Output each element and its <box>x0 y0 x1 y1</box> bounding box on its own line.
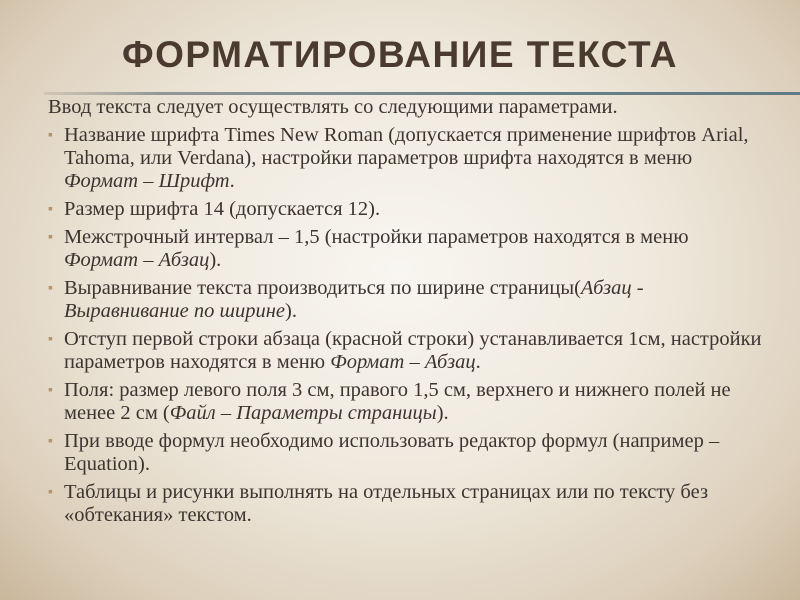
bullet-icon: ▪ <box>48 230 53 245</box>
bullet-icon: ▪ <box>48 485 53 500</box>
item-menu-path: Файл – Параметры страницы <box>169 402 437 424</box>
item-text: Название шрифта Times New Roman (допускается применение шрифтов Arial, Tahoma, или Verdana), настройки параметров шрифта находятся в меню <box>64 124 749 169</box>
item-menu-path: Формат – Абзац <box>330 351 476 373</box>
bullet-icon: ▪ <box>48 434 53 449</box>
list-item <box>48 226 766 272</box>
bullet-icon: ▪ <box>48 202 53 217</box>
item-text-end: . <box>475 351 481 373</box>
item-text: При вводе формул необходимо использовать редактор формул (например – Equation). <box>64 430 720 475</box>
bullet-icon: ▪ <box>48 332 53 347</box>
item-text: Выравнивание текста производиться по ширине страницы( <box>64 277 581 299</box>
item-menu-path: Абзац - Выравнивание по ширине <box>64 277 644 322</box>
bullet-icon: ▪ <box>48 128 53 143</box>
bullet-list <box>48 124 766 527</box>
list-item <box>48 481 766 527</box>
item-text-end: ). <box>285 300 297 322</box>
item-menu-path: Формат – Шрифт <box>64 170 230 192</box>
item-text: Межстрочный интервал – 1,5 (настройки параметров находятся в меню <box>64 226 689 248</box>
item-text: Отступ первой строки абзаца (красной строки) устанавливается 1см, настройки параметров находятся в меню <box>64 328 762 373</box>
title-divider <box>44 92 800 95</box>
bullet-icon: ▪ <box>48 383 53 398</box>
list-item <box>48 198 766 221</box>
slide-title: ФОРМАТИРОВАНИЕ ТЕКСТА <box>122 34 678 75</box>
item-text: Размер шрифта 14 (допускается 12). <box>64 198 381 220</box>
item-text-end: ). <box>209 249 222 271</box>
item-text-end: ). <box>436 402 449 424</box>
bullet-icon: ▪ <box>48 281 53 296</box>
slide-body <box>48 96 766 532</box>
list-item <box>48 124 766 193</box>
list-item <box>48 430 766 476</box>
item-text: Поля: размер левого поля 3 см, правого 1,5 см, верхнего и нижнего полей не менее 2 см ( <box>64 379 731 424</box>
list-item <box>48 379 766 425</box>
item-text: Таблицы и рисунки выполнять на отдельных страницах или по тексту без «обтекания» текстом. <box>64 481 709 526</box>
list-item <box>48 328 766 374</box>
list-item <box>48 277 766 323</box>
item-text-end: . <box>229 170 235 192</box>
item-menu-path: Формат – Абзац <box>64 249 210 271</box>
intro-text: Ввод текста следует осуществлять со следующими параметрами. <box>48 96 618 118</box>
